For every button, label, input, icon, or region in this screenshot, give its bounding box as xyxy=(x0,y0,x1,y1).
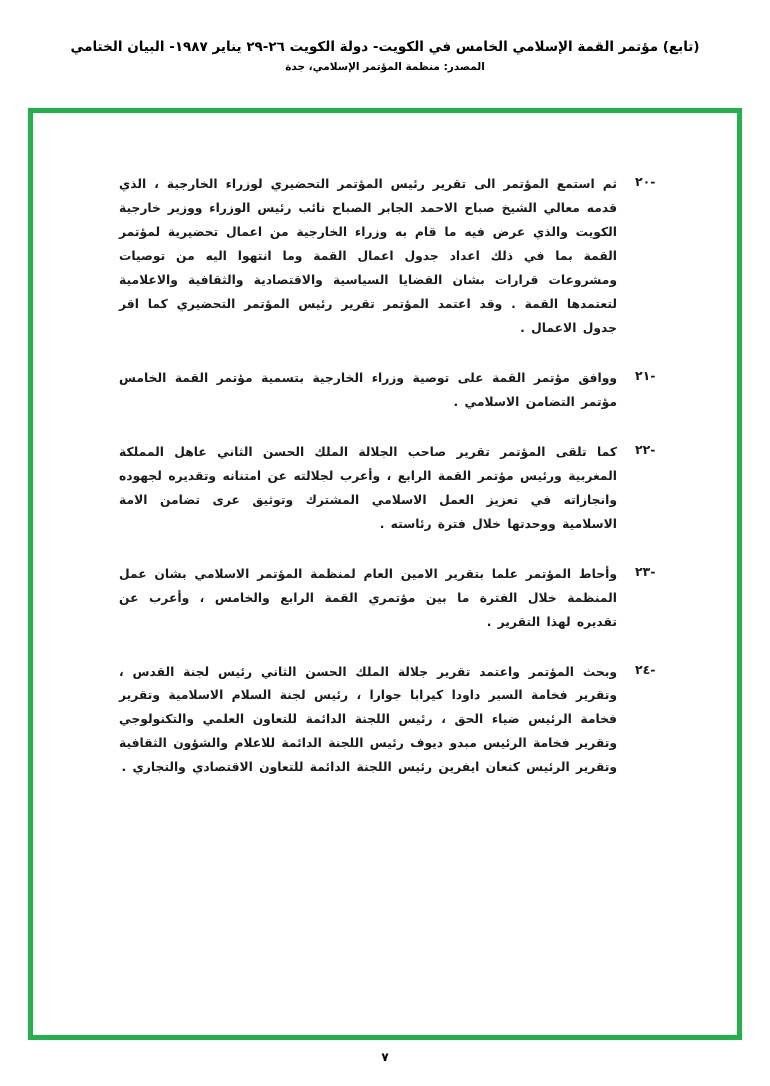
paragraph-text: وأحاط المؤتمر علما بتقرير الامين العام لمنظمة المؤتمر الاسلامي بشان عمل المنظمة خلال الفترة ما بين مؤتمري القمة الرابع والخامس ، وأعرب عن تقديره لهذا التقرير . xyxy=(119,566,617,629)
paragraph-body xyxy=(93,661,635,781)
paragraph-text: وبحث المؤتمر واعتمد تقرير جلالة الملك الحسن الثاني رئيس لجنة القدس ، وتقرير فخامة السير داودا كيرابا جوارا ، رئيس لجنة السلام الاسلامية وتقرير فخامة الرئيس ضياء الحق ، رئيس اللجنة الدائمة للتعاون العلمي والتكنولوجي وتقرير فخامة الرئيس مبدو ديوف رئيس اللجنة الدائمة للاعلام والشؤون الثقافية وتقرير الرئيس كنعان ايفرين رئيس اللجنة الدائمة للتعاون الاقتصادي والتجاري . xyxy=(119,664,617,775)
paragraph-text: ووافق مؤتمر القمة على توصية وزراء الخارجية بتسمية مؤتمر القمة الخامس مؤتمر التضامن الاسلامي . xyxy=(119,370,617,409)
paragraph-item xyxy=(93,661,677,781)
paragraph-item xyxy=(93,173,677,341)
paragraph-item xyxy=(93,563,677,635)
paragraph-body xyxy=(93,563,635,635)
paragraph-number: -٢٣ xyxy=(635,563,656,579)
document-title: (تابع) مؤتمر القمة الإسلامي الخامس في الكويت- دولة الكويت ٢٦-٢٩ يناير ١٩٨٧- البيان الختامي xyxy=(70,39,700,55)
paragraph-body xyxy=(93,173,635,341)
green-border-frame xyxy=(28,108,742,1040)
document-header xyxy=(0,38,770,73)
paragraph-number: -٢٤ xyxy=(635,661,656,677)
paragraph-number: -٢١ xyxy=(635,367,656,383)
document-source: المصدر: ‏منظمة المؤتمر الإسلامي، جدة xyxy=(285,60,485,73)
paragraph-item xyxy=(93,441,677,537)
paragraph-number: -٢٠ xyxy=(635,174,656,189)
paragraph-text: ثم استمع المؤتمر الى تقرير رئيس المؤتمر التحضيري لوزراء الخارجية ، الذي قدمه معالي الشيخ صباح الاحمد الجابر الصباح نائب رئيس الوزراء ووزير خارجية الكويت والذي عرض فيه ما قام به وزراء الخارجية من اعمال تحضيرية لمؤتمر القمة بما في ذلك اعداد جدول اعمال القمة وما انتهوا اليه من توصيات ومشروعات قرارات بشان القضايا السياسية والاقتصادية والثقافية والاعلامية لتعتمدها القمة . وقد اعتمد المؤتمر تقرير رئيس المؤتمر التحضيري كما اقر جدول الاعمال . xyxy=(119,177,617,335)
paragraph-item xyxy=(93,367,677,415)
paragraph-number: -٢٢ xyxy=(635,441,656,457)
document-body xyxy=(93,173,677,806)
paragraph-body xyxy=(93,367,635,415)
page-number: ٧ xyxy=(381,1050,389,1064)
paragraph-text: كما تلقى المؤتمر تقرير صاحب الجلالة الملك الحسن الثاني عاهل المملكة المغربية ورئيس مؤتمر القمة الرابع ، وأعرب لجلالته عن امتنانه وتقديره لجهوده وانجازاته في تعزيز العمل الاسلامي المشترك وتوثيق عرى تضامن الامة الاسلامية ووحدتها خلال فترة رئاسته . xyxy=(119,444,617,531)
paragraph-body xyxy=(93,441,635,537)
